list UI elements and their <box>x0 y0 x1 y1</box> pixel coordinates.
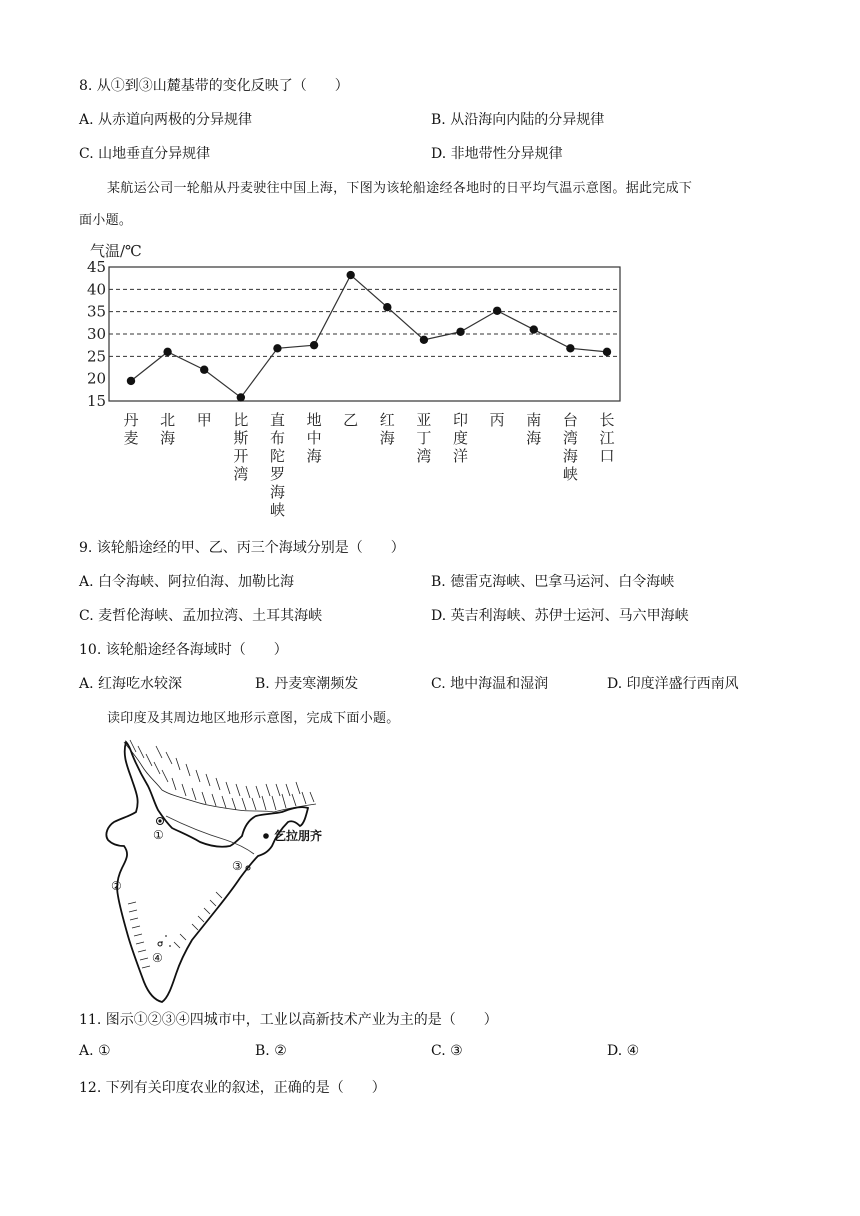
data-point <box>383 303 391 311</box>
data-point <box>310 341 318 349</box>
data-point <box>493 307 501 315</box>
q11-stem: 11. 图示①②③④四城市中，工业以高新技术产业为主的是（ ） <box>79 1012 498 1028</box>
q10-stem: 10. 该轮船途经各海域时（ ） <box>79 642 288 658</box>
series-line <box>131 275 607 397</box>
q11-option-d: D. ④ <box>607 1043 640 1059</box>
y-tick-label: 45 <box>87 258 107 276</box>
eastern-ghats-hatching <box>174 892 222 948</box>
cherrapunji-label: 乞拉朋齐 <box>274 829 323 843</box>
x-category-label: 直布陀罗海峡 <box>269 411 285 519</box>
city-marker-1 <box>153 818 164 843</box>
q11-option-c: C. ③ <box>431 1043 463 1059</box>
marker-label-3: ③ <box>232 859 243 873</box>
data-point <box>237 393 245 401</box>
marker-label-1: ① <box>153 828 164 842</box>
city-marker-4 <box>152 942 163 965</box>
x-category-label: 长江口 <box>599 411 615 465</box>
q8-option-a: A. 从赤道向两极的分异规律 <box>79 112 253 128</box>
y-tick-label: 20 <box>87 369 107 388</box>
y-tick-label: 30 <box>87 325 107 343</box>
data-point <box>530 325 538 333</box>
y-tick-label: 40 <box>87 280 107 299</box>
x-category-label: 丙 <box>489 411 505 429</box>
q9-option-d: D. 英吉利海峡、苏伊士运河、马六甲海峡 <box>431 608 689 624</box>
temperature-chart <box>84 236 644 521</box>
x-category-label: 丹麦 <box>123 411 139 447</box>
y-tick-label: 25 <box>87 347 107 366</box>
intro-ship-line2: 面小题。 <box>79 213 133 228</box>
q11-option-b: B. ② <box>255 1043 287 1059</box>
x-category-label: 南海 <box>526 411 542 447</box>
x-category-label: 亚丁湾 <box>416 411 432 465</box>
data-point <box>346 271 354 279</box>
q9-option-b: B. 德雷克海峡、巴拿马运河、白令海峡 <box>431 574 675 590</box>
y-tick-label: 15 <box>87 392 107 410</box>
x-category-label: 印度洋 <box>453 411 469 465</box>
data-point <box>163 348 171 356</box>
y-tick-label: 35 <box>87 302 107 321</box>
data-point <box>273 344 281 352</box>
marker-label-2: ② <box>111 879 122 893</box>
q9-stem: 9. 该轮船途经的甲、乙、丙三个海域分别是（ ） <box>79 540 405 556</box>
q11-option-a: A. ① <box>79 1043 111 1059</box>
western-ghats-hatching <box>128 902 150 968</box>
india-terrain-map <box>96 736 336 1006</box>
city-marker-cherrapunji <box>263 828 322 843</box>
q9-option-a: A. 白令海峡、阿拉伯海、加勒比海 <box>79 574 295 590</box>
intro-ship-line1: 某航运公司一轮船从丹麦驶往中国上海，下图为该轮船途经各地时的日平均气温示意图。据此完成下 <box>107 181 693 196</box>
q8-option-c: C. 山地垂直分异规律 <box>79 146 211 162</box>
q8-option-b: B. 从沿海向内陆的分异规律 <box>431 112 605 128</box>
himalaya-hatching <box>124 740 316 812</box>
india-outline <box>106 742 308 1002</box>
x-category-label: 地中海 <box>306 411 322 465</box>
data-point <box>420 336 428 344</box>
x-category-label: 比斯开湾 <box>233 411 249 483</box>
x-category-label: 红海 <box>379 411 395 447</box>
marker-label-4: ④ <box>152 951 163 965</box>
plateau-dots <box>161 935 171 947</box>
q10-option-d: D. 印度洋盛行西南风 <box>607 676 739 692</box>
q10-option-b: B. 丹麦寒潮频发 <box>255 676 359 692</box>
x-category-label: 乙 <box>343 411 359 429</box>
x-category-label: 甲 <box>196 411 212 429</box>
chart-ylabel: 气温/℃ <box>90 242 142 260</box>
data-point <box>566 344 574 352</box>
x-category-label: 北海 <box>160 411 176 447</box>
river-ganges <box>166 816 254 854</box>
city-marker-2 <box>111 879 122 893</box>
q8-stem: 8. 从①到③山麓基带的变化反映了（ ） <box>79 78 349 94</box>
q9-option-c: C. 麦哲伦海峡、孟加拉湾、土耳其海峡 <box>79 608 323 624</box>
data-point <box>603 348 611 356</box>
q8-option-d: D. 非地带性分异规律 <box>431 146 563 162</box>
q10-option-a: A. 红海吃水较深 <box>79 676 183 692</box>
q12-stem: 12. 下列有关印度农业的叙述，正确的是（ ） <box>79 1080 386 1096</box>
q10-option-c: C. 地中海温和湿润 <box>431 676 549 692</box>
data-point <box>200 366 208 374</box>
intro-india-map: 读印度及其周边地区地形示意图，完成下面小题。 <box>107 711 400 726</box>
city-marker-3 <box>232 859 250 873</box>
data-point <box>127 377 135 385</box>
x-category-label: 台湾海峡 <box>562 411 578 483</box>
data-point <box>456 328 464 336</box>
